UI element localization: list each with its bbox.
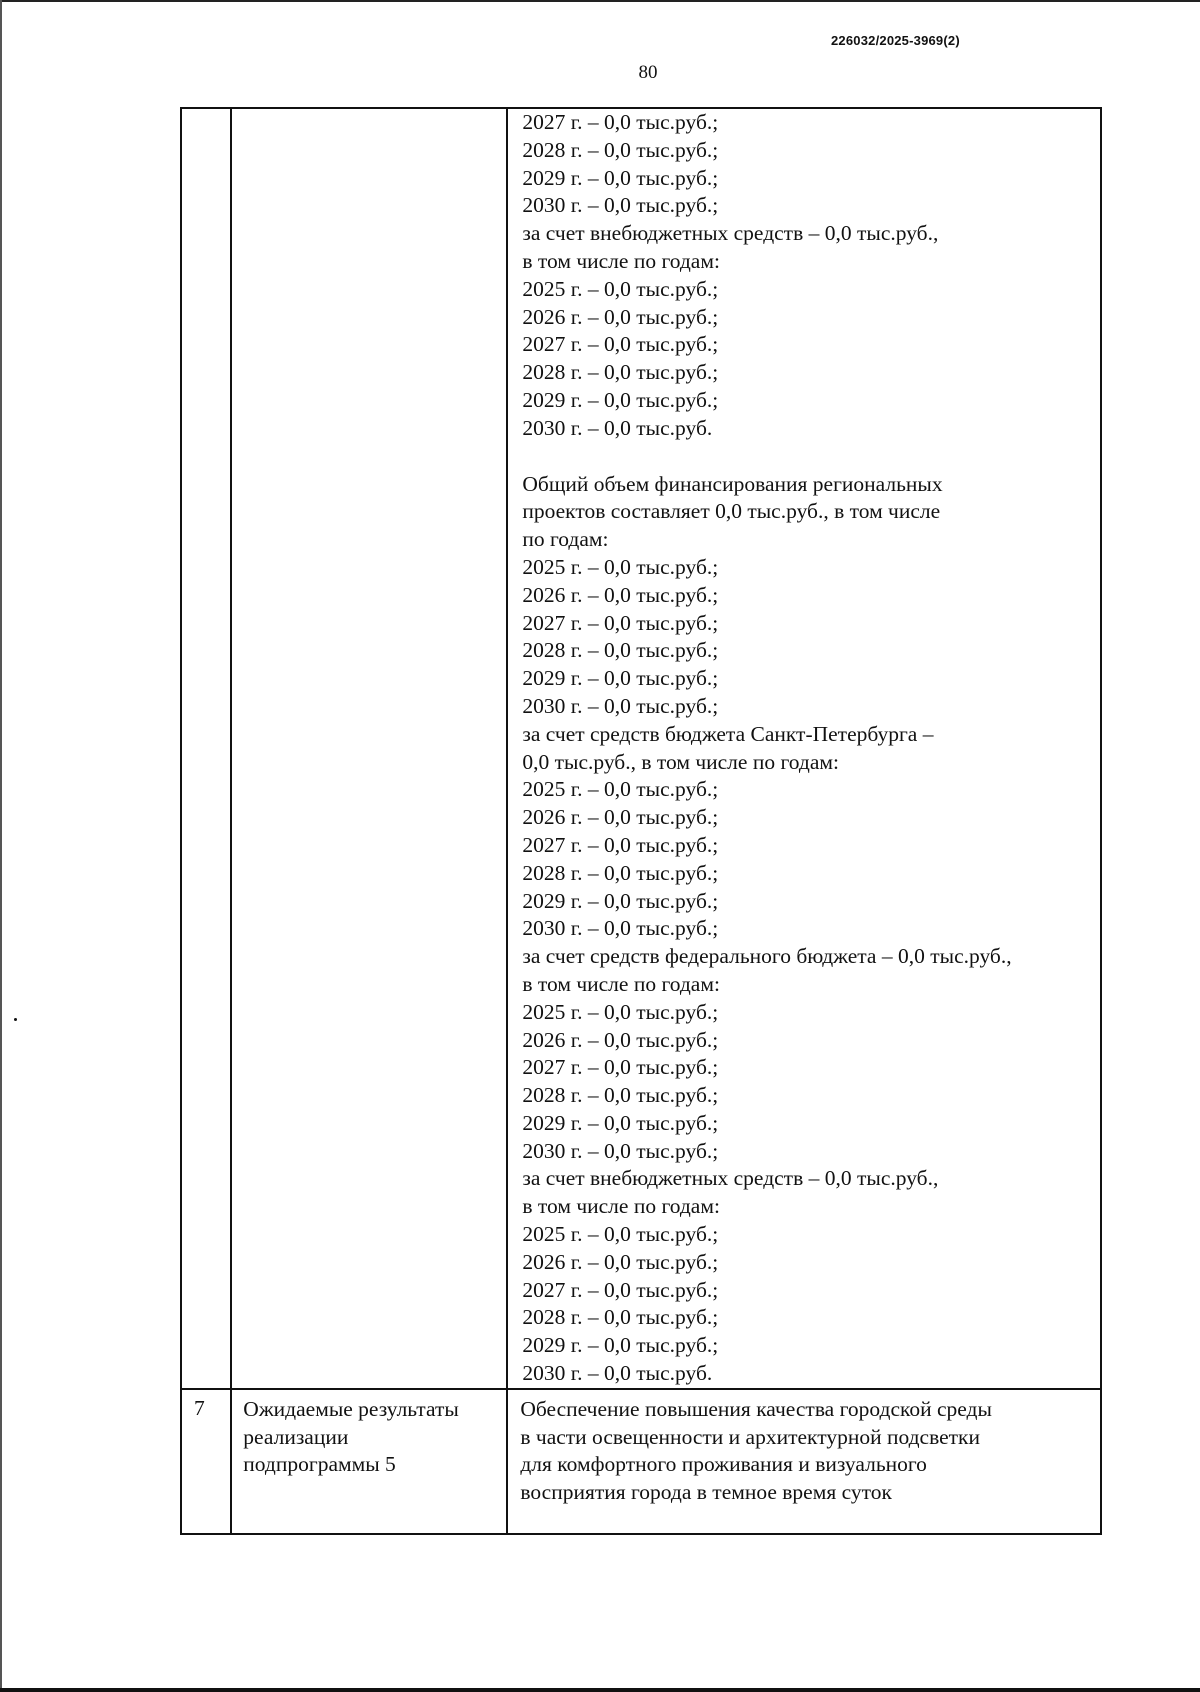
financing-line: 2025 г. – 0,0 тыс.руб.; bbox=[522, 777, 719, 802]
financing-line: Общий объем финансирования региональных bbox=[522, 471, 943, 496]
financing-line: в том числе по годам: bbox=[522, 1194, 720, 1219]
financing-line: 2025 г. – 0,0 тыс.руб.; bbox=[522, 554, 719, 579]
financing-line: 2028 г. – 0,0 тыс.руб.; bbox=[522, 860, 719, 885]
financing-line: 2027 г. – 0,0 тыс.руб.; bbox=[522, 832, 719, 857]
page-number: 80 bbox=[638, 62, 658, 83]
financing-line: 2029 г. – 0,0 тыс.руб.; bbox=[522, 1333, 719, 1358]
financing-line: 2030 г. – 0,0 тыс.руб.; bbox=[522, 193, 719, 218]
row-number: 7 bbox=[181, 1389, 231, 1534]
program-passport-table bbox=[180, 107, 1102, 1535]
cell-number-empty bbox=[181, 108, 231, 1389]
row-name-line: Ожидаемые результаты bbox=[243, 1396, 459, 1421]
financing-line: 2027 г. – 0,0 тыс.руб.; bbox=[522, 1055, 719, 1080]
financing-line: 2030 г. – 0,0 тыс.руб.; bbox=[522, 916, 719, 941]
financing-line: 2026 г. – 0,0 тыс.руб.; bbox=[522, 1249, 719, 1274]
financing-line: 2027 г. – 0,0 тыс.руб.; bbox=[522, 332, 719, 357]
financing-line: 2028 г. – 0,0 тыс.руб.; bbox=[522, 638, 719, 663]
table-row-7 bbox=[181, 1389, 1101, 1534]
financing-line: 2028 г. – 0,0 тыс.руб.; bbox=[522, 1305, 719, 1330]
financing-line: 2028 г. – 0,0 тыс.руб.; bbox=[522, 360, 719, 385]
financing-line: 2026 г. – 0,0 тыс.руб.; bbox=[522, 805, 719, 830]
result-line: Обеспечение повышения качества городской среды bbox=[520, 1396, 992, 1421]
financing-line: 2028 г. – 0,0 тыс.руб.; bbox=[522, 137, 719, 162]
financing-line: 2027 г. – 0,0 тыс.руб.; bbox=[522, 110, 719, 134]
financing-line: 2029 г. – 0,0 тыс.руб.; bbox=[522, 888, 719, 913]
financing-line: за счет внебюджетных средств – 0,0 тыс.руб., bbox=[522, 1166, 939, 1191]
page-edge-bottom bbox=[0, 1688, 1200, 1692]
financing-line: 2027 г. – 0,0 тыс.руб.; bbox=[522, 610, 719, 635]
financing-line: 2030 г. – 0,0 тыс.руб.; bbox=[522, 1138, 719, 1163]
financing-line: 2028 г. – 0,0 тыс.руб.; bbox=[522, 1083, 719, 1108]
financing-line: 2030 г. – 0,0 тыс.руб. bbox=[522, 1361, 713, 1386]
table-row-continued bbox=[181, 108, 1101, 1389]
row-name bbox=[231, 1389, 507, 1534]
row-name-line: реализации bbox=[243, 1424, 349, 1449]
financing-line: за счет внебюджетных средств – 0,0 тыс.руб., bbox=[522, 221, 939, 246]
financing-line: 2025 г. – 0,0 тыс.руб.; bbox=[522, 276, 719, 301]
financing-line: 2030 г. – 0,0 тыс.руб.; bbox=[522, 693, 719, 718]
document-registration-number: 226032/2025-3969(2) bbox=[831, 33, 960, 48]
row-expected-results bbox=[507, 1389, 1101, 1534]
financing-block-2 bbox=[522, 471, 1094, 1388]
financing-line: 2029 г. – 0,0 тыс.руб.; bbox=[522, 165, 719, 190]
page-edge-top bbox=[0, 0, 1200, 2]
financing-line: 2025 г. – 0,0 тыс.руб.; bbox=[522, 1222, 719, 1247]
financing-line: 2029 г. – 0,0 тыс.руб.; bbox=[522, 666, 719, 691]
row-name-line: подпрограммы 5 bbox=[243, 1452, 396, 1477]
financing-line: за счет средств бюджета Санкт-Петербурга – bbox=[522, 721, 934, 746]
financing-line: в том числе по годам: bbox=[522, 971, 720, 996]
financing-line: за счет средств федерального бюджета – 0,0 тыс.руб., bbox=[522, 944, 1012, 969]
cell-financing-text bbox=[507, 108, 1101, 1389]
result-line: восприятия города в темное время суток bbox=[520, 1480, 892, 1505]
financing-line: 2027 г. – 0,0 тыс.руб.; bbox=[522, 1277, 719, 1302]
financing-line: проектов составляет 0,0 тыс.руб., в том числе bbox=[522, 499, 941, 524]
cell-name-empty bbox=[231, 108, 507, 1389]
financing-line: 2030 г. – 0,0 тыс.руб. bbox=[522, 415, 713, 440]
financing-line: 2026 г. – 0,0 тыс.руб.; bbox=[522, 582, 719, 607]
page-edge-left bbox=[0, 0, 2, 1692]
result-line: для комфортного проживания и визуального bbox=[520, 1452, 927, 1477]
financing-line: 2029 г. – 0,0 тыс.руб.; bbox=[522, 387, 719, 412]
financing-line: 2029 г. – 0,0 тыс.руб.; bbox=[522, 1110, 719, 1135]
financing-line: 0,0 тыс.руб., в том числе по годам: bbox=[522, 749, 839, 774]
financing-line: в том числе по годам: bbox=[522, 248, 720, 273]
result-line: в части освещенности и архитектурной подсветки bbox=[520, 1424, 980, 1449]
financing-line: по годам: bbox=[522, 527, 609, 552]
financing-line: 2025 г. – 0,0 тыс.руб.; bbox=[522, 999, 719, 1024]
financing-lines bbox=[508, 109, 1100, 1388]
scan-speck bbox=[14, 1018, 17, 1021]
paragraph-gap bbox=[522, 443, 1094, 471]
financing-block-1 bbox=[522, 109, 1094, 443]
financing-line: 2026 г. – 0,0 тыс.руб.; bbox=[522, 304, 719, 329]
financing-line: 2026 г. – 0,0 тыс.руб.; bbox=[522, 1027, 719, 1052]
